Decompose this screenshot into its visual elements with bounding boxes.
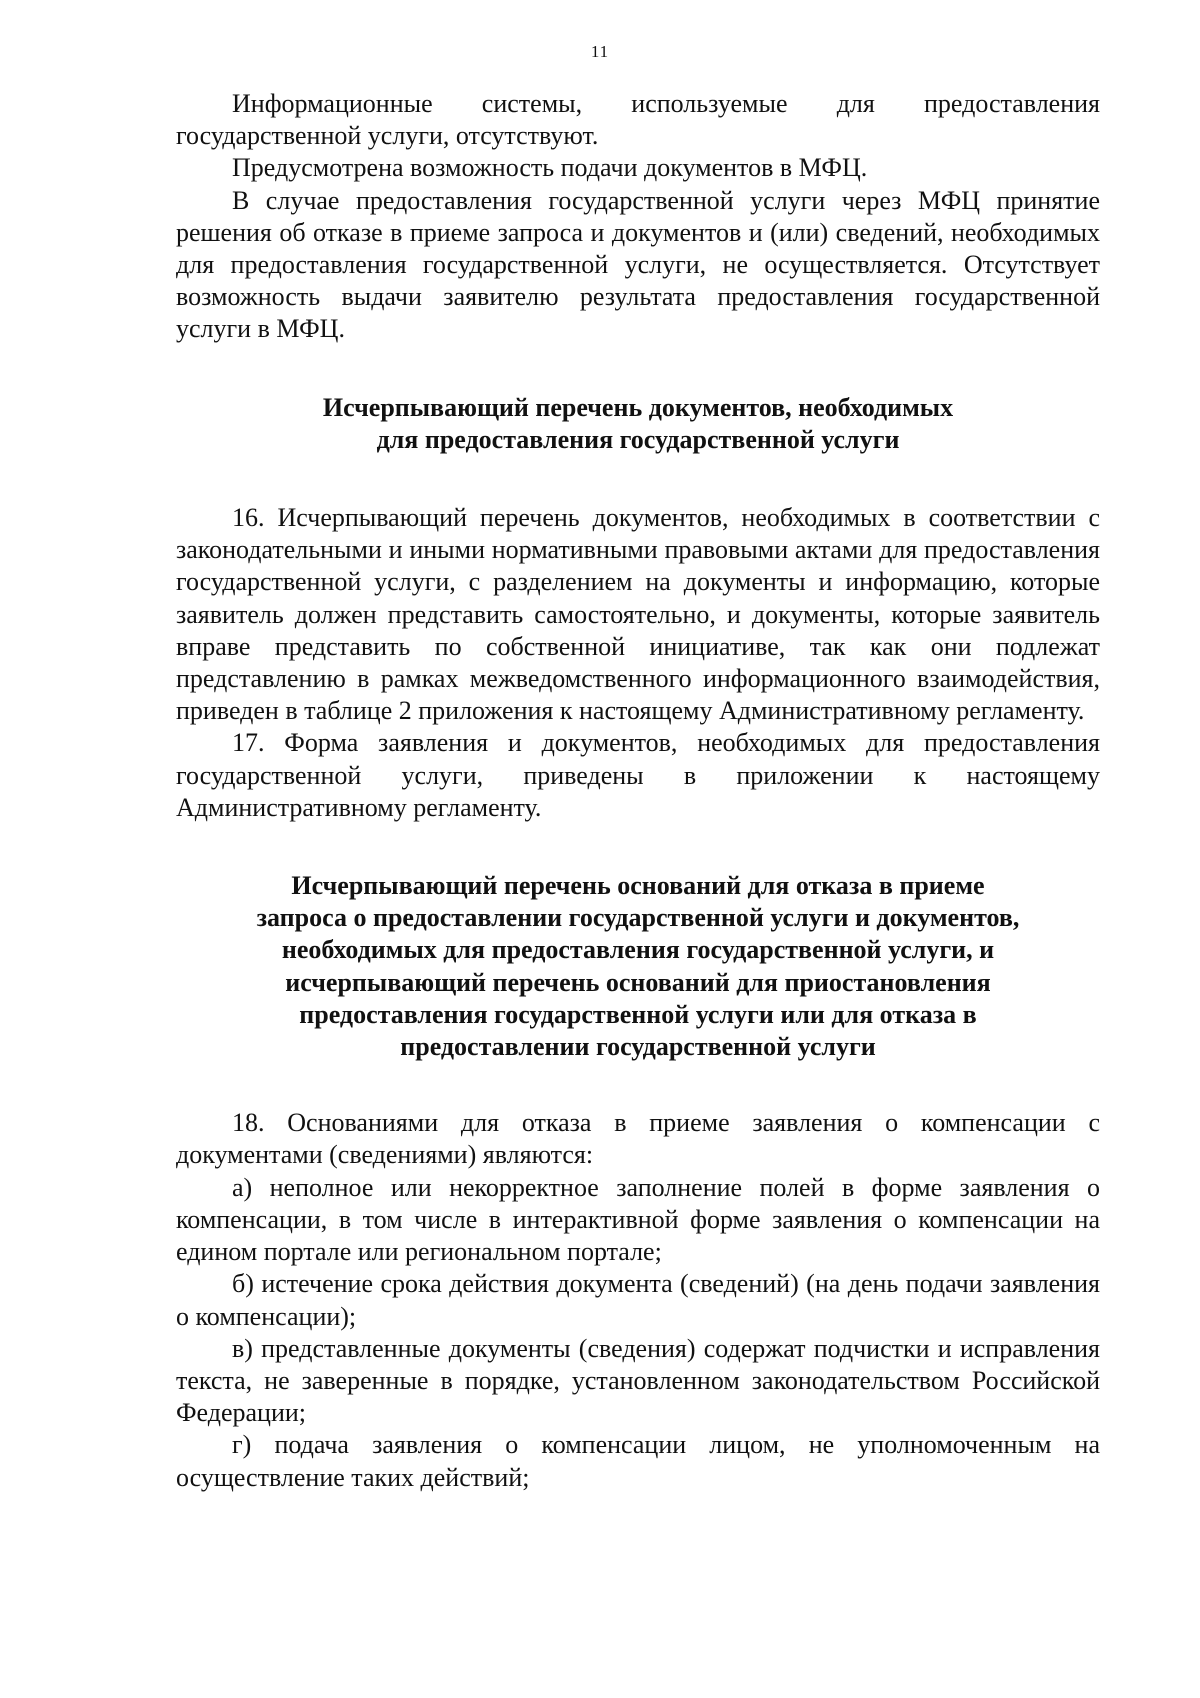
heading-line: Исчерпывающий перечень документов, необходимых [322,392,954,422]
list-item-v: в) представленные документы (сведения) содержат подчистки и исправления текста, не заверенные в порядке, установленном законодательством Российской Федерации; [176,1333,1100,1428]
heading-line: предоставления государственной услуги или для отказа в [299,999,977,1029]
section-heading-documents [176,392,1100,456]
paragraph-mfc-decision: В случае предоставления государственной услуги через МФЦ принятие решения об отказе в приеме запроса и документов и (или) сведений, необходимых для предоставления государственной услуги, не осуществляется. Отсутствует возможность выдачи заявителю результата предоставления государственной услуги в МФЦ. [176,185,1100,344]
paragraph-item-17: 17. Форма заявления и документов, необходимых для предоставления государственной услуги, приведены в приложении к настоящему Административному регламенту. [176,728,1100,822]
heading-line: для предоставления государственной услуги [376,424,900,454]
list-item-g: г) подача заявления о компенсации лицом, не уполномоченным на осуществление таких действий; [176,1430,1100,1492]
paragraph-information-systems: Информационные системы, используемые для предоставления государственной услуги, отсутствуют. [176,89,1100,151]
heading-line: Исчерпывающий перечень оснований для отказа в приеме [291,871,985,901]
paragraph-item-18: 18. Основаниями для отказа в приеме заявления о компенсации с документами (сведениями) являются: [176,1108,1100,1170]
list-item-a: а) неполное или некорректное заполнение полей в форме заявления о компенсации, в том числе в интерактивной форме заявления о компенсации на едином портале или региональном портале; [176,1172,1100,1267]
page-number: 11 [590,42,610,61]
document-body [176,88,1100,1494]
heading-line: необходимых для предоставления государственной услуги, и [281,935,995,965]
paragraph-mfc-submission: Предусмотрена возможность подачи документов в МФЦ. [232,153,868,183]
list-item-b: б) истечение срока действия документа (сведений) (на день подачи заявления о компенсации); [176,1269,1100,1331]
heading-line: предоставлении государственной услуги [400,1032,876,1062]
heading-line: исчерпывающий перечень оснований для приостановления [285,967,991,997]
paragraph-item-16: 16. Исчерпывающий перечень документов, необходимых в соответствии с законодательными и иными нормативными правовыми актами для предоставления государственной услуги, с разделением на документы и информацию, которые заявитель должен представить самостоятельно, и документы, которые заявитель вправе представить по собственной инициативе, так как они подлежат представлению в рамках межведомственного информационного взаимодействия, приведен в таблице 2 приложения к настоящему Административному регламенту. [176,503,1100,726]
heading-line: запроса о предоставлении государственной услуги и документов, [256,903,1020,933]
section-heading-refusal-grounds [176,870,1100,1063]
